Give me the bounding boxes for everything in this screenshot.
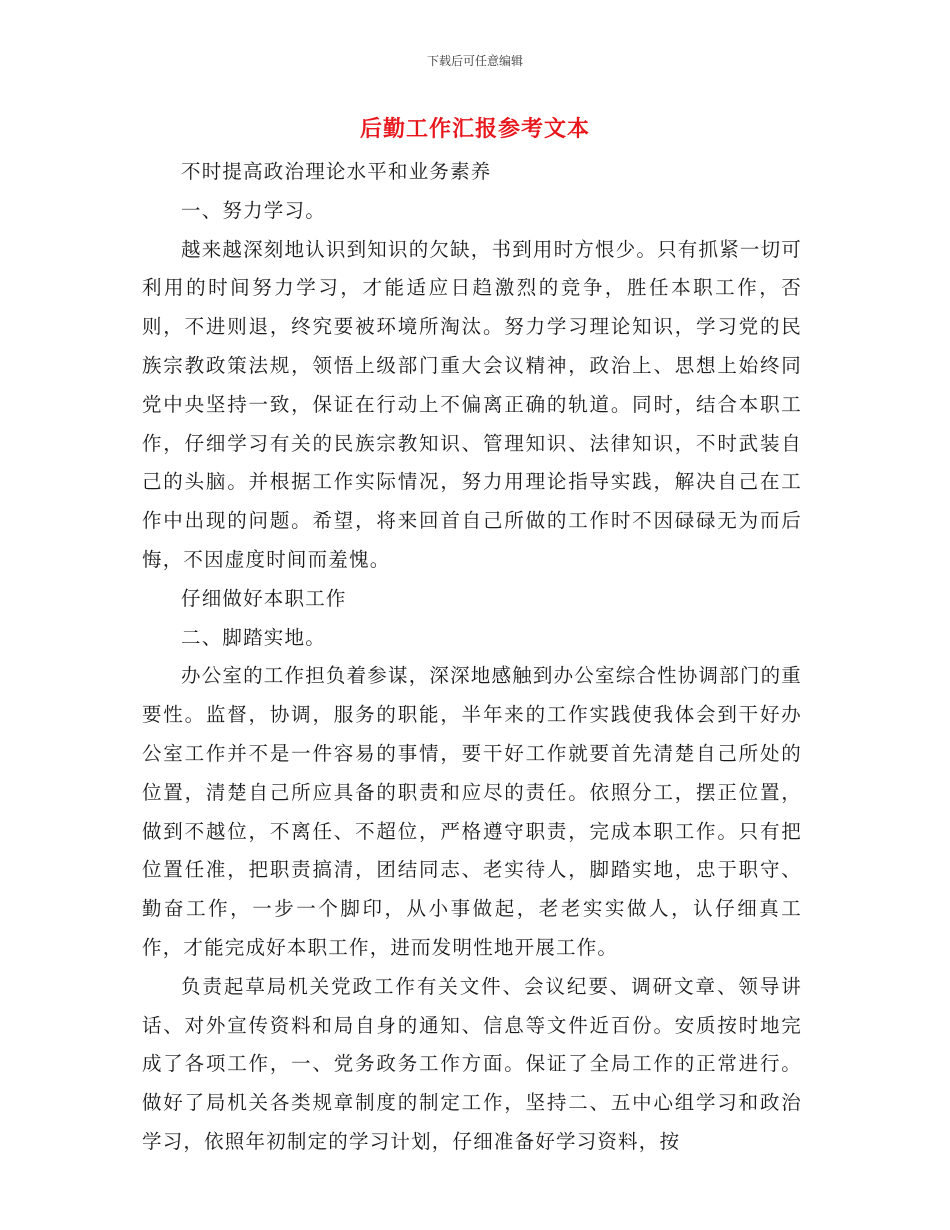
document-title: 后勤工作汇报参考文本 <box>359 117 590 142</box>
document-body <box>142 153 802 1162</box>
paragraph-body: 负责起草局机关党政工作有关文件、会议纪要、调研文章、领导讲话、对外宣传资料和局自身的通知、信息等文件近百份。安质按时地完成了各项工作，一、党务政务工作方面。保证了全局工作的正常进行。做好了局机关各类规章制度的制定工作，坚持二、五中心组学习和政治学习，依照年初制定的学习计划，仔细准备好学习资料，按 <box>142 974 802 1153</box>
page-header-note: 下载后可任意编辑 <box>426 54 523 68</box>
paragraph-section-heading: 一、努力学习。 <box>181 198 326 222</box>
paragraph-body: 越来越深刻地认识到知识的欠缺，书到用时方恨少。只有抓紧一切可利用的时间努力学习，才能适应日趋激烈的竞争，胜任本职工作，否则，不进则退，终究要被环境所淘汰。努力学习理论知识，学习党的民族宗教政策法规，领悟上级部门重大会议精神，政治上、思想上始终同党中央坚持一致，保证在行动上不偏离正确的轨道。同时，结合本职工作，仔细学习有关的民族宗教知识、管理知识、法律知识，不时武装自己的头脑。并根据工作实际情况，努力用理论指导实践，解决自己在工作中出现的问题。希望，将来回首自己所做的工作时不因碌碌无为而后悔，不因虚度时间而羞愧。 <box>142 237 803 571</box>
paragraph-section-heading: 二、脚踏实地。 <box>181 625 326 649</box>
paragraph-subheading: 仔细做好本职工作 <box>181 586 347 610</box>
paragraph-subheading: 不时提高政治理论水平和业务素养 <box>181 160 492 183</box>
paragraph-body: 办公室的工作担负着参谋，深深地感触到办公室综合性协调部门的重要性。监督，协调，服务的职能，半年来的工作实践使我体会到干好办公室工作并不是一件容易的事情，要干好工作就要首先清楚自己所处的位置，清楚自己所应具备的职责和应尽的责任。依照分工，摆正位置，做到不越位，不离任、不超位，严格遵守职责，完成本职工作。只有把位置任准，把职责搞清，团结同志、老实待人，脚踏实地，忠于职守、勤奋工作，一步一个脚印，从小事做起，老老实实做人，认仔细真工作，才能完成好本职工作，进而发明性地开展工作。 <box>142 664 803 959</box>
